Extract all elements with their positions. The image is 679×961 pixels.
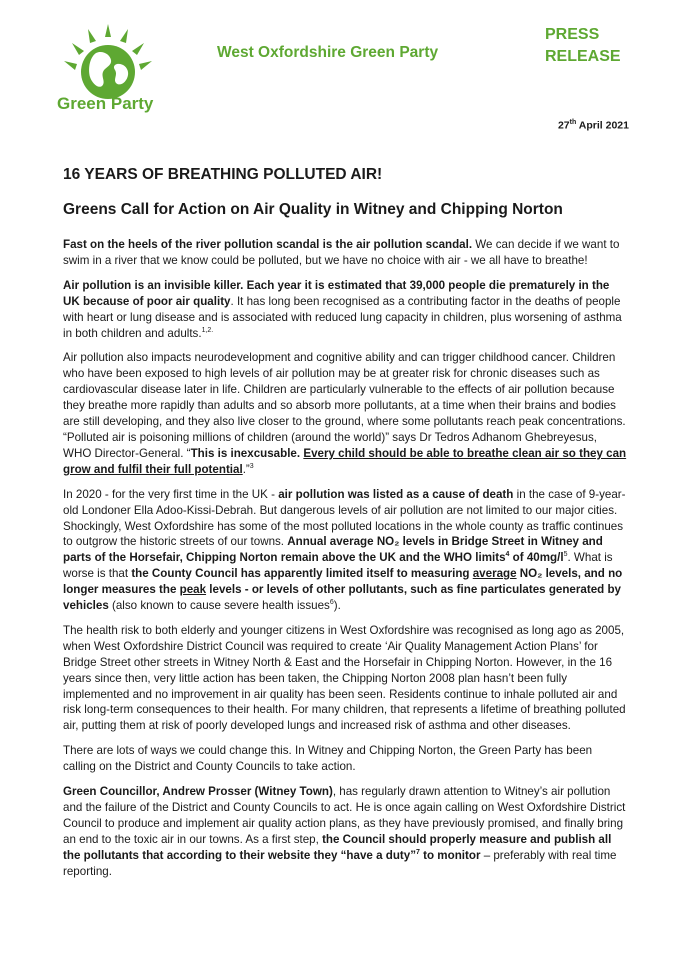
p4-b6: levels - or levels of other pollutants, such as fine particulates generated by vehicles: [63, 583, 621, 613]
p4-t1: In 2020 - for the very first time in the UK -: [63, 487, 279, 501]
press-release-label: [545, 24, 621, 68]
p3-bold-underline: Every child should be able to breathe clean air so they can grow and fulfil their full potential: [63, 446, 627, 476]
date-rest: April 2021: [576, 119, 629, 132]
p7-b1: Green Councillor, Andrew Prosser (Witney Town): [63, 785, 333, 799]
p7-t1: , has regularly drawn attention to Witney’s air pollution and the failure of the District and County Councils to act. He is once again calling on West Oxfordshire District Council to produce and implement air quality action plans, as they have previously promised, and finally bring an end to the toxic air in our towns. As a first step,: [63, 785, 626, 846]
p4-t3: . What is worse is that: [63, 551, 613, 581]
paragraph-5: The health risk to both elderly and younger citizens in West Oxfordshire was recognised as long ago as 2005, when West Oxfordshire District Council was required to create ‘Air Quality Management Action Plans’ for Bridge Street other streets in Witney North & East and the Horsefair in Chipping Norton. However, in the 16 years since then, very little action has been taken, the Chipping Norton 2008 plan hasn’t been fully implemented and no improvement in air quality has been seen. Residents continue to inhale polluted air and risk long-term consequences to their health. For many children, that represents a lifetime of breathing polluted air, putting them at risk of poorly developed lungs and increased risk of asthma and other diseases.: [63, 623, 626, 733]
p3-end: .”: [242, 462, 250, 476]
p4-ref5: 5: [563, 551, 568, 559]
paragraph-1: [63, 237, 628, 269]
p7-b3: to monitor: [419, 848, 481, 862]
p4-b3: of 40mg/l: [509, 551, 564, 565]
release-date: [558, 119, 629, 132]
party-name: West Oxfordshire Green Party: [217, 44, 439, 61]
p4-bu2: peak: [179, 583, 207, 597]
p4-ref4: 4: [505, 551, 510, 559]
p3-ref: 3: [249, 462, 254, 470]
p3-bold: This is inexcusable.: [190, 446, 301, 460]
article-body: [63, 237, 628, 889]
headline: 16 YEARS OF BREATHING POLLUTED AIR!: [63, 166, 383, 183]
paragraph-3: [63, 350, 628, 477]
press-line1: PRESS: [545, 26, 600, 43]
p4-t5: ).: [333, 599, 341, 613]
p2-ref: 1,2.: [201, 326, 214, 334]
p1-text: We can decide if we want to swim in a river that we know could be polluted, but we have no choice with air - we all have to breathe!: [63, 238, 620, 267]
p1-bold: Fast on the heels of the river pollution scandal is the air pollution scandal.: [63, 238, 473, 251]
p2-text: . It has long been recognised as a contributing factor in the deaths of people with heart or lung disease and is associated with reduced lung capacity in children, plus worsening of asthma in both children and adults.: [63, 294, 622, 340]
date-day: 27: [557, 119, 570, 132]
p7-ref7: 7: [416, 848, 420, 856]
p4-bu1: average: [472, 567, 517, 581]
p4-b2: Annual average NO₂ levels in Bridge Street in Witney and parts of the Horsefair, Chipping Norton remain above the UK and the WHO limits: [63, 535, 603, 565]
p7-b2: the Council should properly measure and publish all the pollutants that according to their website they “have a duty”: [63, 832, 612, 862]
p4-b1: air pollution was listed as a cause of death: [278, 487, 514, 501]
paragraph-7: [63, 784, 628, 879]
date-suffix: th: [569, 119, 577, 126]
p4-b5: NO₂ levels, and no longer measures the: [63, 567, 623, 597]
p4-b4: the County Council has apparently limited itself to measuring: [131, 567, 473, 581]
subheadline: Greens Call for Action on Air Quality in Witney and Chipping Norton: [63, 201, 563, 218]
paragraph-4: [63, 487, 628, 614]
press-line2: RELEASE: [545, 48, 621, 65]
paragraph-2: [63, 278, 628, 342]
p7-t2: – preferably with real time reporting.: [63, 848, 617, 878]
paragraph-6: There are lots of ways we could change this. In Witney and Chipping Norton, the Green Party has been calling on the District and County Councils to take action.: [63, 744, 593, 774]
p3-text: Air pollution also impacts neurodevelopment and cognitive ability and can trigger childhood cancer. Children who have been exposed to high levels of air pollution may be at greater risk for chronic diseases such as cardiovascular disease later in life. Children are particularly vulnerable to the effects of air pollution because they breathe more rapidly than adults and so absorb more pollutants, at a time when their brains and bodies are still developing, and they also live closer to the ground, where some pollutants reach peak concentrations. “Polluted air is poisoning millions of children (around the world)” says Dr Tedros Adhanom Ghebreyesus, WHO Director-General. “: [63, 351, 626, 460]
p4-ref6: 6: [329, 599, 334, 607]
p2-bold: Air pollution is an invisible killer. Each year it is estimated that 39,000 people die prematurely in the UK because of poor air quality: [63, 278, 610, 308]
p4-t2: in the case of 9-year-old Londoner Ella Adoo-Kissi-Debrah. But dangerous levels of air pollution are not limited to our major cities. Shockingly, West Oxfordshire has some of the most polluted locations in the whole county as traffic continues to outgrow the historic streets of our towns.: [63, 487, 626, 549]
p4-t4: (also known to cause severe health issues: [108, 599, 330, 613]
logo-text: Green Party: [57, 94, 154, 113]
